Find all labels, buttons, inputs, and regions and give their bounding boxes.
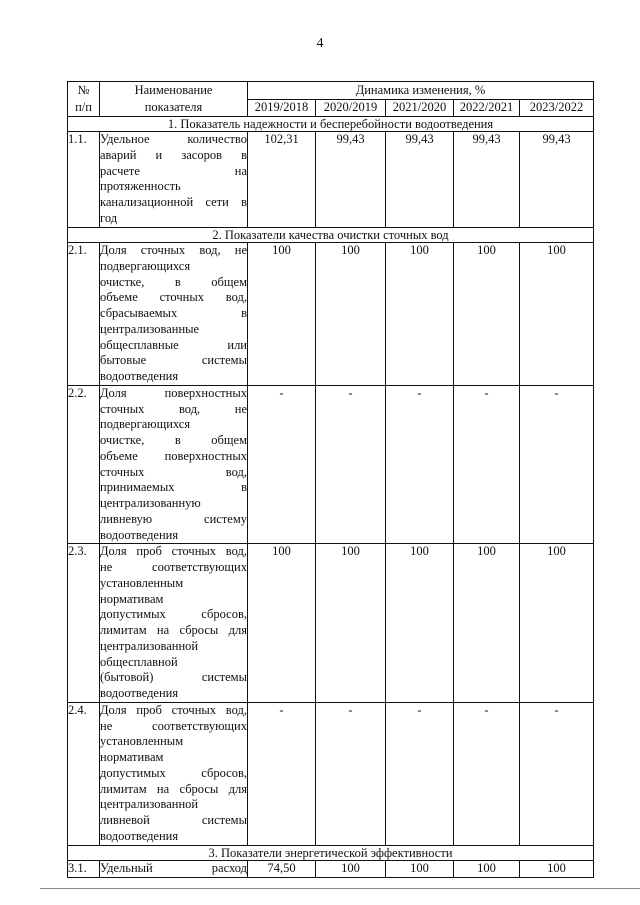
table-row [68, 702, 594, 845]
indicators-table [67, 81, 594, 878]
value-cell: 100 [386, 860, 454, 877]
row-number: 2.4. [68, 702, 100, 845]
indicator-name: Доля проб сточных вод, не соответствующих установленным нормативам допустимых сбросов, лимитам на сбросы для централизованной общесплавной (бытовой) системы водоотведения [100, 544, 248, 703]
header-name: Наименование показателя [100, 82, 248, 117]
section-title: 1. Показатель надежности и бесперебойности водоотведения [68, 116, 594, 131]
section-row [68, 845, 594, 860]
value-cell: 99,43 [386, 132, 454, 228]
header-year: 2022/2021 [454, 99, 520, 116]
row-number: 2.2. [68, 385, 100, 544]
value-cell: - [520, 702, 594, 845]
value-cell: 100 [520, 544, 594, 703]
header-year: 2023/2022 [520, 99, 594, 116]
value-cell: 100 [386, 544, 454, 703]
header-row-top [68, 82, 594, 100]
indicator-name: Доля проб сточных вод, не соответствующих установленным нормативам допустимых сбросов, лимитам на сбросы для централизованной ливневой системы водоотведения [100, 702, 248, 845]
value-cell: 99,43 [520, 132, 594, 228]
section-row [68, 227, 594, 242]
header-year: 2019/2018 [248, 99, 316, 116]
indicator-name: Удельное количество аварий и засоров в расчете на протяженность канализационной сети в год [100, 132, 248, 228]
value-cell: 100 [520, 243, 594, 386]
section-title: 3. Показатели энергетической эффективности [68, 845, 594, 860]
value-cell: 100 [454, 243, 520, 386]
value-cell: 100 [386, 243, 454, 386]
page-bottom-edge [40, 888, 640, 889]
row-number: 2.3. [68, 544, 100, 703]
value-cell: 100 [316, 544, 386, 703]
value-cell: 100 [454, 544, 520, 703]
table-row [68, 243, 594, 386]
header-year: 2020/2019 [316, 99, 386, 116]
value-cell: 99,43 [316, 132, 386, 228]
value-cell: - [386, 385, 454, 544]
value-cell: - [454, 385, 520, 544]
row-number: 2.1. [68, 243, 100, 386]
section-title: 2. Показатели качества очистки сточных вод [68, 227, 594, 242]
section-row [68, 116, 594, 131]
table-row [68, 860, 594, 877]
header-dynamics: Динамика изменения, % [248, 82, 594, 100]
table-row [68, 385, 594, 544]
value-cell: 99,43 [454, 132, 520, 228]
value-cell: 100 [520, 860, 594, 877]
indicator-name: Доля сточных вод, не подвергающихся очистке, в общем объеме сточных вод, сбрасываемых в централизованные общесплавные или бытовые системы водоотведения [100, 243, 248, 386]
value-cell: - [386, 702, 454, 845]
value-cell: - [454, 702, 520, 845]
header-year: 2021/2020 [386, 99, 454, 116]
indicator-name: Доля поверхностных сточных вод, не подвергающихся очистке, в общем объеме поверхностных сточных вод, принимаемых в централизованную ливневую систему водоотведения [100, 385, 248, 544]
row-number: 1.1. [68, 132, 100, 228]
value-cell: - [520, 385, 594, 544]
value-cell: - [248, 385, 316, 544]
value-cell: 100 [316, 243, 386, 386]
page-number: 4 [316, 36, 324, 51]
value-cell: - [316, 702, 386, 845]
table-row [68, 132, 594, 228]
header-num: № п/п [68, 82, 100, 117]
value-cell: - [316, 385, 386, 544]
value-cell: 100 [316, 860, 386, 877]
value-cell: 102,31 [248, 132, 316, 228]
value-cell: 100 [248, 544, 316, 703]
value-cell: - [248, 702, 316, 845]
table-row [68, 544, 594, 703]
value-cell: 100 [248, 243, 316, 386]
value-cell: 74,50 [248, 860, 316, 877]
value-cell: 100 [454, 860, 520, 877]
row-number: 3.1. [68, 860, 100, 877]
indicator-name: Удельный расход [100, 860, 248, 877]
